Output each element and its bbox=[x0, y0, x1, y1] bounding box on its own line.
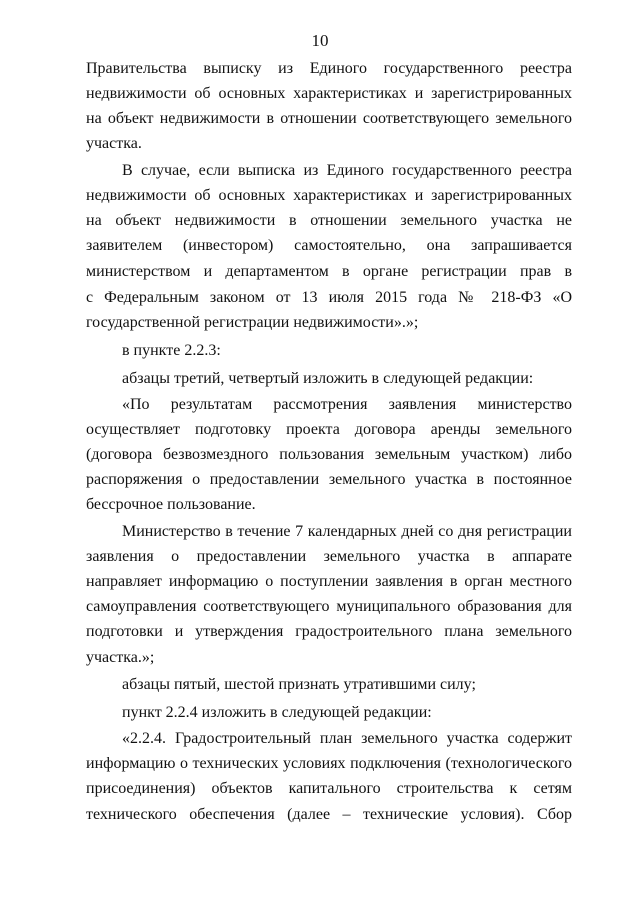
text-line: в пункте 2.2.3: bbox=[122, 342, 221, 359]
text-line: «По результатам рассмотрения заявления министерство bbox=[122, 396, 572, 413]
text-line: направляет информацию о поступлении заявления в орган местного bbox=[86, 573, 572, 590]
text-line: «2.2.4. Градостроительный план земельного участка содержит bbox=[122, 730, 572, 747]
text-line: недвижимости об основных характеристиках и зарегистрированных bbox=[86, 187, 572, 204]
text-line: присоединения) объектов капитального строительства к сетям bbox=[86, 780, 572, 797]
text-line: В случае, если выписка из Единого государственного реестра bbox=[122, 162, 572, 179]
text-line: заявителем (инвестором) самостоятельно, она запрашивается bbox=[86, 237, 572, 254]
page-number: 10 bbox=[311, 31, 329, 50]
text-line: Министерство в течение 7 календарных дней со дня регистрации bbox=[122, 523, 572, 540]
text-line: абзацы пятый, шестой признать утратившими силу; bbox=[122, 676, 476, 693]
text-line: участка. bbox=[86, 135, 142, 152]
text-line: на объект недвижимости в отношении соответствующего земельного bbox=[86, 110, 572, 127]
text-line: участка.»; bbox=[86, 649, 155, 666]
text-line: недвижимости об основных характеристиках и зарегистрированных bbox=[86, 85, 572, 102]
text-line: пункт 2.2.4 изложить в следующей редакции: bbox=[122, 704, 432, 721]
text-line: технического обеспечения (далее – технические условия). Сбор bbox=[86, 806, 572, 823]
text-line: заявления о предоставлении земельного участка в аппарате bbox=[86, 548, 572, 565]
text-line: Правительства выписку из Единого государственного реестра bbox=[86, 60, 572, 77]
text-line: бессрочное пользование. bbox=[86, 496, 256, 513]
text-line: министерством и департаментом в органе регистрации прав в bbox=[86, 263, 572, 280]
text-line: государственной регистрации недвижимости».»; bbox=[86, 314, 419, 331]
text-line: абзацы третий, четвертый изложить в следующей редакции: bbox=[122, 370, 534, 387]
text-line: на объект недвижимости в отношении земельного участка не bbox=[86, 212, 572, 229]
text-line: (договора безвозмездного пользования земельным участком) либо bbox=[86, 446, 572, 463]
text-line: подготовки и утверждения градостроительного плана земельного bbox=[86, 623, 572, 640]
text-line: распоряжения о предоставлении земельного участка в постоянное bbox=[86, 471, 572, 488]
text-line: самоуправления соответствующего муниципального образования для bbox=[86, 598, 572, 615]
text-line: с Федеральным законом от 13 июля 2015 года № 218-ФЗ «О bbox=[86, 289, 572, 306]
text-line: осуществляет подготовку проекта договора аренды земельного bbox=[86, 421, 572, 438]
text-line: информацию о технических условиях подключения (технологического bbox=[86, 755, 572, 772]
